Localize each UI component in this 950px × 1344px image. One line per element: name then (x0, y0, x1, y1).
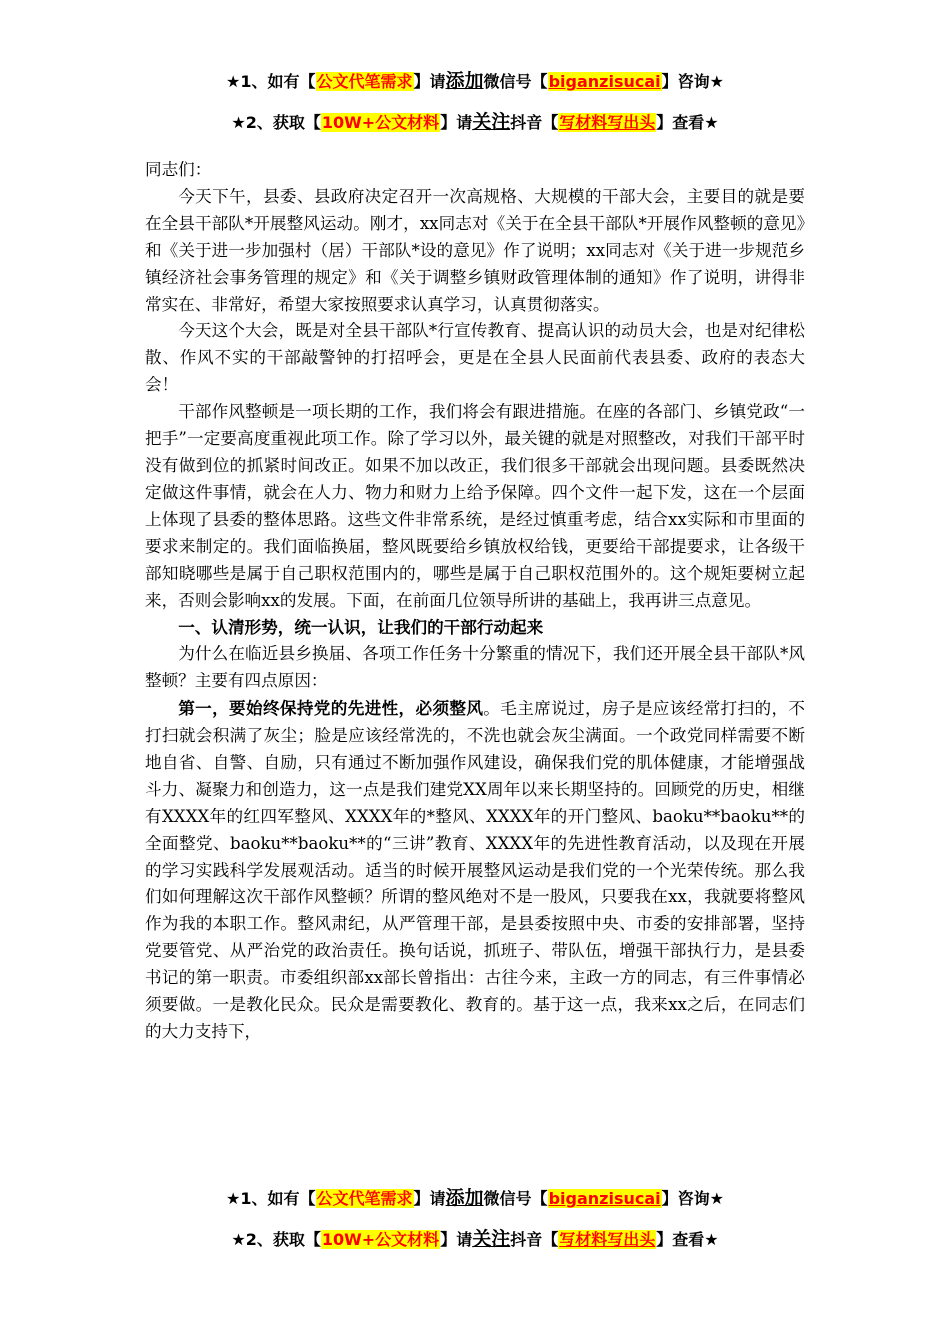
banner-highlight: 10W+公文材料 (321, 113, 440, 132)
banner-highlight: 公文代笔需求 (316, 1189, 413, 1208)
banner-douyin-id: 写材料写出头 (559, 1230, 656, 1249)
footer-banner-line-1 (0, 1187, 950, 1210)
banner-text: ★2、获取【 (231, 1230, 321, 1249)
header-banner-line-1 (0, 70, 950, 93)
paragraph: 今天这个大会，既是对全县干部队*行宣传教育、提高认识的动员大会，也是对纪律松散、作风不实的干部敲警钟的打招呼会，更是在全县人民面前代表县委、政府的表态大会！ (145, 321, 805, 395)
banner-text: 抖音【 (510, 113, 559, 132)
paragraph: 干部作风整顿是一项长期的工作，我们将会有跟进措施。在座的各部门、乡镇党政“一把手”一定要高度重视此项工作。除了学习以外，最关键的就是对照整改，对我们干部平时没有做到位的抓紧时间改正。如果不加以改正，我们很多干部就会出现问题。县委既然决定做这件事情，就会在人力、物力和财力上给予保障。四个文件一起下发，这在一个层面上体现了县委的整体思路。这些文件非常系统，是经过慎重考虑，结合xx实际和市里面的要求来制定的。我们面临换届，整风既要给乡镇放权给钱，更要给干部提要求，让各级干部知晓哪些是属于自己职权范围内的，哪些是属于自己职权范围外的。这个规矩要树立起来，否则会影响xx的发展。下面，在前面几位领导所讲的基础上，我再讲三点意见。 (145, 402, 805, 610)
banner-emphasis: 关注 (472, 111, 511, 133)
banner-text: ★2、获取【 (231, 113, 321, 132)
section-heading: 一、认清形势，统一认识，让我们的干部行动起来 (178, 617, 544, 638)
banner-text: 】查看★ (656, 1230, 719, 1249)
paragraph: 今天下午，县委、县政府决定召开一次高规格、大规模的干部大会，主要目的就是要在全县干部队*开展整风运动。刚才，xx同志对《关于在全县干部队*开展作风整顿的意见》和《关于进一步加强村（居）干部队*设的意见》作了说明；xx同志对《关于进一步规范乡镇经济社会事务管理的规定》和《关于调整乡镇财政管理体制的通知》作了说明，讲得非常实在、非常好，希望大家按照要求认真学习，认真贯彻落实。 (145, 186, 805, 314)
banner-text: 】查看★ (656, 113, 719, 132)
salutation: 同志们： (145, 160, 212, 179)
banner-text: ★1、如有【 (226, 72, 316, 91)
paragraph (145, 695, 805, 1046)
banner-douyin-id: 写材料写出头 (559, 113, 656, 132)
banner-highlight: 10W+公文材料 (321, 1230, 440, 1249)
banner-highlight: 公文代笔需求 (316, 72, 413, 91)
banner-text: 微信号【 (483, 72, 548, 91)
header-banner-line-2 (0, 111, 950, 134)
banner-text: 】咨询★ (661, 1189, 724, 1208)
banner-text: 】请 (413, 1189, 446, 1208)
banner-text: 】咨询★ (661, 72, 724, 91)
banner-text: 抖音【 (510, 1230, 559, 1249)
banner-text: ★1、如有【 (226, 1189, 316, 1208)
banner-wechat-id: biganzisucai (548, 1189, 661, 1208)
banner-text: 】请 (440, 113, 473, 132)
banner-wechat-id: biganzisucai (548, 72, 661, 91)
paragraph: 为什么在临近县乡换届、各项工作任务十分繁重的情况下，我们还开展全县干部队*风整顿？主要有四点原因： (145, 644, 805, 691)
paragraph-lead: 第一，要始终保持党的先进性，必须整风 (178, 698, 484, 719)
banner-text: 】请 (440, 1230, 473, 1249)
footer-banner-line-2 (0, 1228, 950, 1251)
banner-emphasis: 关注 (472, 1228, 511, 1250)
paragraph-text: 。毛主席说过，房子是应该经常打扫的，不打扫就会积满了灰尘；脸是应该经常洗的，不洗也就会灰尘满面。一个政党同样需要不断地自省、自警、自励，只有通过不断加强作风建设，确保我们党的肌体健康，才能增强战斗力、凝聚力和创造力，这一点是我们建党XX周年以来长期坚持的。回顾党的历史，相继有XXXX年的红四军整风、XXXX年的*整风、XXXX年的开门整风、baoku**baoku**的全面整党、baoku**baoku**的“三讲”教育、XXXX年的先进性教育活动，以及现在开展的学习实践科学发展观活动。适当的时候开展整风运动是我们党的一个光荣传统。那么我们如何理解这次干部作风整顿？所谓的整风绝对不是一股风，只要我在xx，我就要将整风作为我的本职工作。整风肃纪，从严管理干部，是县委按照中央、市委的安排部署，坚持党要管党、从严治党的政治责任。换句话说，抓班子、带队伍，增强干部执行力，是县委书记的第一职责。市委组织部xx部长曾指出：古往今来，主政一方的同志，有三件事情必须要做。一是教化民众。民众是需要教化、教育的。基于这一点，我来xx之后，在同志们的大力支持下， (145, 699, 805, 1041)
banner-text: 】请 (413, 72, 446, 91)
banner-emphasis: 添加 (445, 70, 484, 92)
banner-text: 微信号【 (483, 1189, 548, 1208)
banner-emphasis: 添加 (445, 1187, 484, 1209)
document-body (145, 157, 805, 1046)
